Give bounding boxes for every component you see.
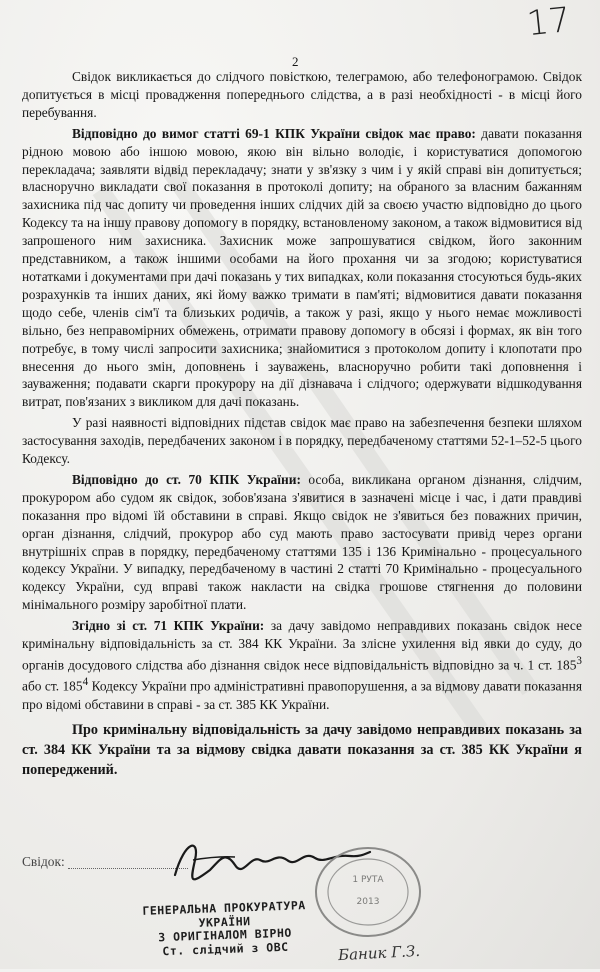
stamp-line: УКРАЇНИ	[198, 913, 251, 930]
document-body	[22, 68, 582, 780]
witness-label: Свідок:	[22, 854, 65, 869]
article-71-text-c: Кодексу України про адміністративні правопорушення, а за відмову давати показання про відомі обставини в справі - за ст. 385 КК України.	[22, 678, 582, 712]
article-70-text: особа, викликана органом дізнання, слідчим, прокурором або судом як свідок, зобов'язана з'явитися в зазначені місце і час, і дати правдиві показання про відомі їй обставини в справі. Якщо свідок не з'явиться без поважних причин, орган дізнання, слідчий, прокурор або суд мають право застосувати привід через органи внутрішніх справ в порядку, передбаченому статтями 135 і 136 Кримінально - процесуального кодексу України. У випадку, передбаченому в частині 2 статті 70 Кримінально - процесуального кодексу України, суд вправі також накласти на свідка грошове стягнення до половини мінімального розміру заробітної плати.	[22, 471, 582, 613]
handwritten-officer-name: Баник Г.З.	[337, 941, 421, 965]
article-71-heading: Згідно зі ст. 71 КПК України:	[72, 618, 265, 634]
handwritten-page-number: 17	[524, 0, 572, 45]
superscript-4: 4	[82, 676, 89, 689]
stamp-line: Ст. слідчий з ОВС	[162, 939, 289, 958]
certification-stamp	[119, 898, 331, 971]
superscript-3: 3	[576, 655, 582, 667]
svg-text:2013: 2013	[356, 897, 380, 907]
witness-rights-text: давати показання рідною мовою або іншою мовою, якою він вільно володіє, і користуватися допомогою перекладача; заявляти відвід перекладачу; знати у зв'язку з чим і у якій справі він допитується; власноручно викладати свої показання в протоколі допиту; на обраного за власним бажанням захисника під час допиту чи проведення інших слідчих дій за своєю участю відповідно до цього Кодексу та на іншу правову допомогу в порядку, встановленому законом, а також відмовитися від запрошеного ним захисника. Захисник може запрошуватися свідком, його законним представником, а також іншими особами на його прохання чи за згодою; користуватися нотатками і документами при дачі показань у тих випадках, коли показання стосуються будь-яких розрахунків та інших даних, які йому важко тримати в пам'яті; відмовитися давати показання щодо себе, членів сім'ї та близьких родичів, а також у разі, якщо у нього немає можливості вільно, без неправомірних обмежень, отримати правову допомогу в обсязі і формах, як він того потребує, в тому числі запросити захисника; знайомитися з протоколом допиту і клопотати про внесення до нього змін, доповнень і зауважень, власноручно робити такі доповнення і зауваження; подавати скарги прокурору на дії дізнавача і слідчого; одержувати відшкодування витрат, пов'язаних з викликом для дачі показань.	[22, 125, 582, 410]
paragraph-summons: Свідок викликається до слідчого повісткою, телеграмою, або телефонограмою. Свідок допитується в місці провадження попереднього слідства, а в разі необхідності - в місці його перебування.	[22, 69, 582, 120]
stamp-line: ГЕНЕРАЛЬНА ПРОКУРАТУРА	[142, 898, 306, 918]
article-71-text-a: за дачу завідомо неправдивих показань свідок несе кримінальну відповідальність за ст. 384 КК України. За злісне ухилення від явки до суду, до органів досудового слідства або дізнання свідок несе відповідальність відповідно за ч. 1 ст. 185	[22, 618, 582, 673]
article-69-1-heading: Відповідно до вимог статті 69-1 КПК України свідок має право:	[72, 125, 476, 141]
svg-text:1 РУТА: 1 РУТА	[352, 875, 384, 885]
warning-statement: Про кримінальну відповідальність за дачу завідомо неправдивих показань за ст. 384 КК України та за відмову свідка давати показання за ст. 385 КК України я попереджений.	[22, 721, 582, 778]
article-71-text-b: або ст. 185	[22, 678, 83, 694]
paragraph-witness-rights	[22, 125, 582, 412]
paragraph-article-70	[22, 471, 582, 614]
paragraph-article-71	[22, 617, 582, 713]
article-70-heading: Відповідно до ст. 70 КПК України:	[72, 471, 301, 487]
stamp-line: З ОРИГІНАЛОМ ВІРНО	[157, 925, 293, 945]
paragraph-witness-safety: У разі наявності відповідних підстав свідок має право на забезпечення безпеки шляхом застосування заходів, передбачених законом і в порядку, передбаченому статтями 52-1–52-5 цього Кодексу.	[22, 415, 582, 467]
page-number: 2	[292, 54, 299, 69]
